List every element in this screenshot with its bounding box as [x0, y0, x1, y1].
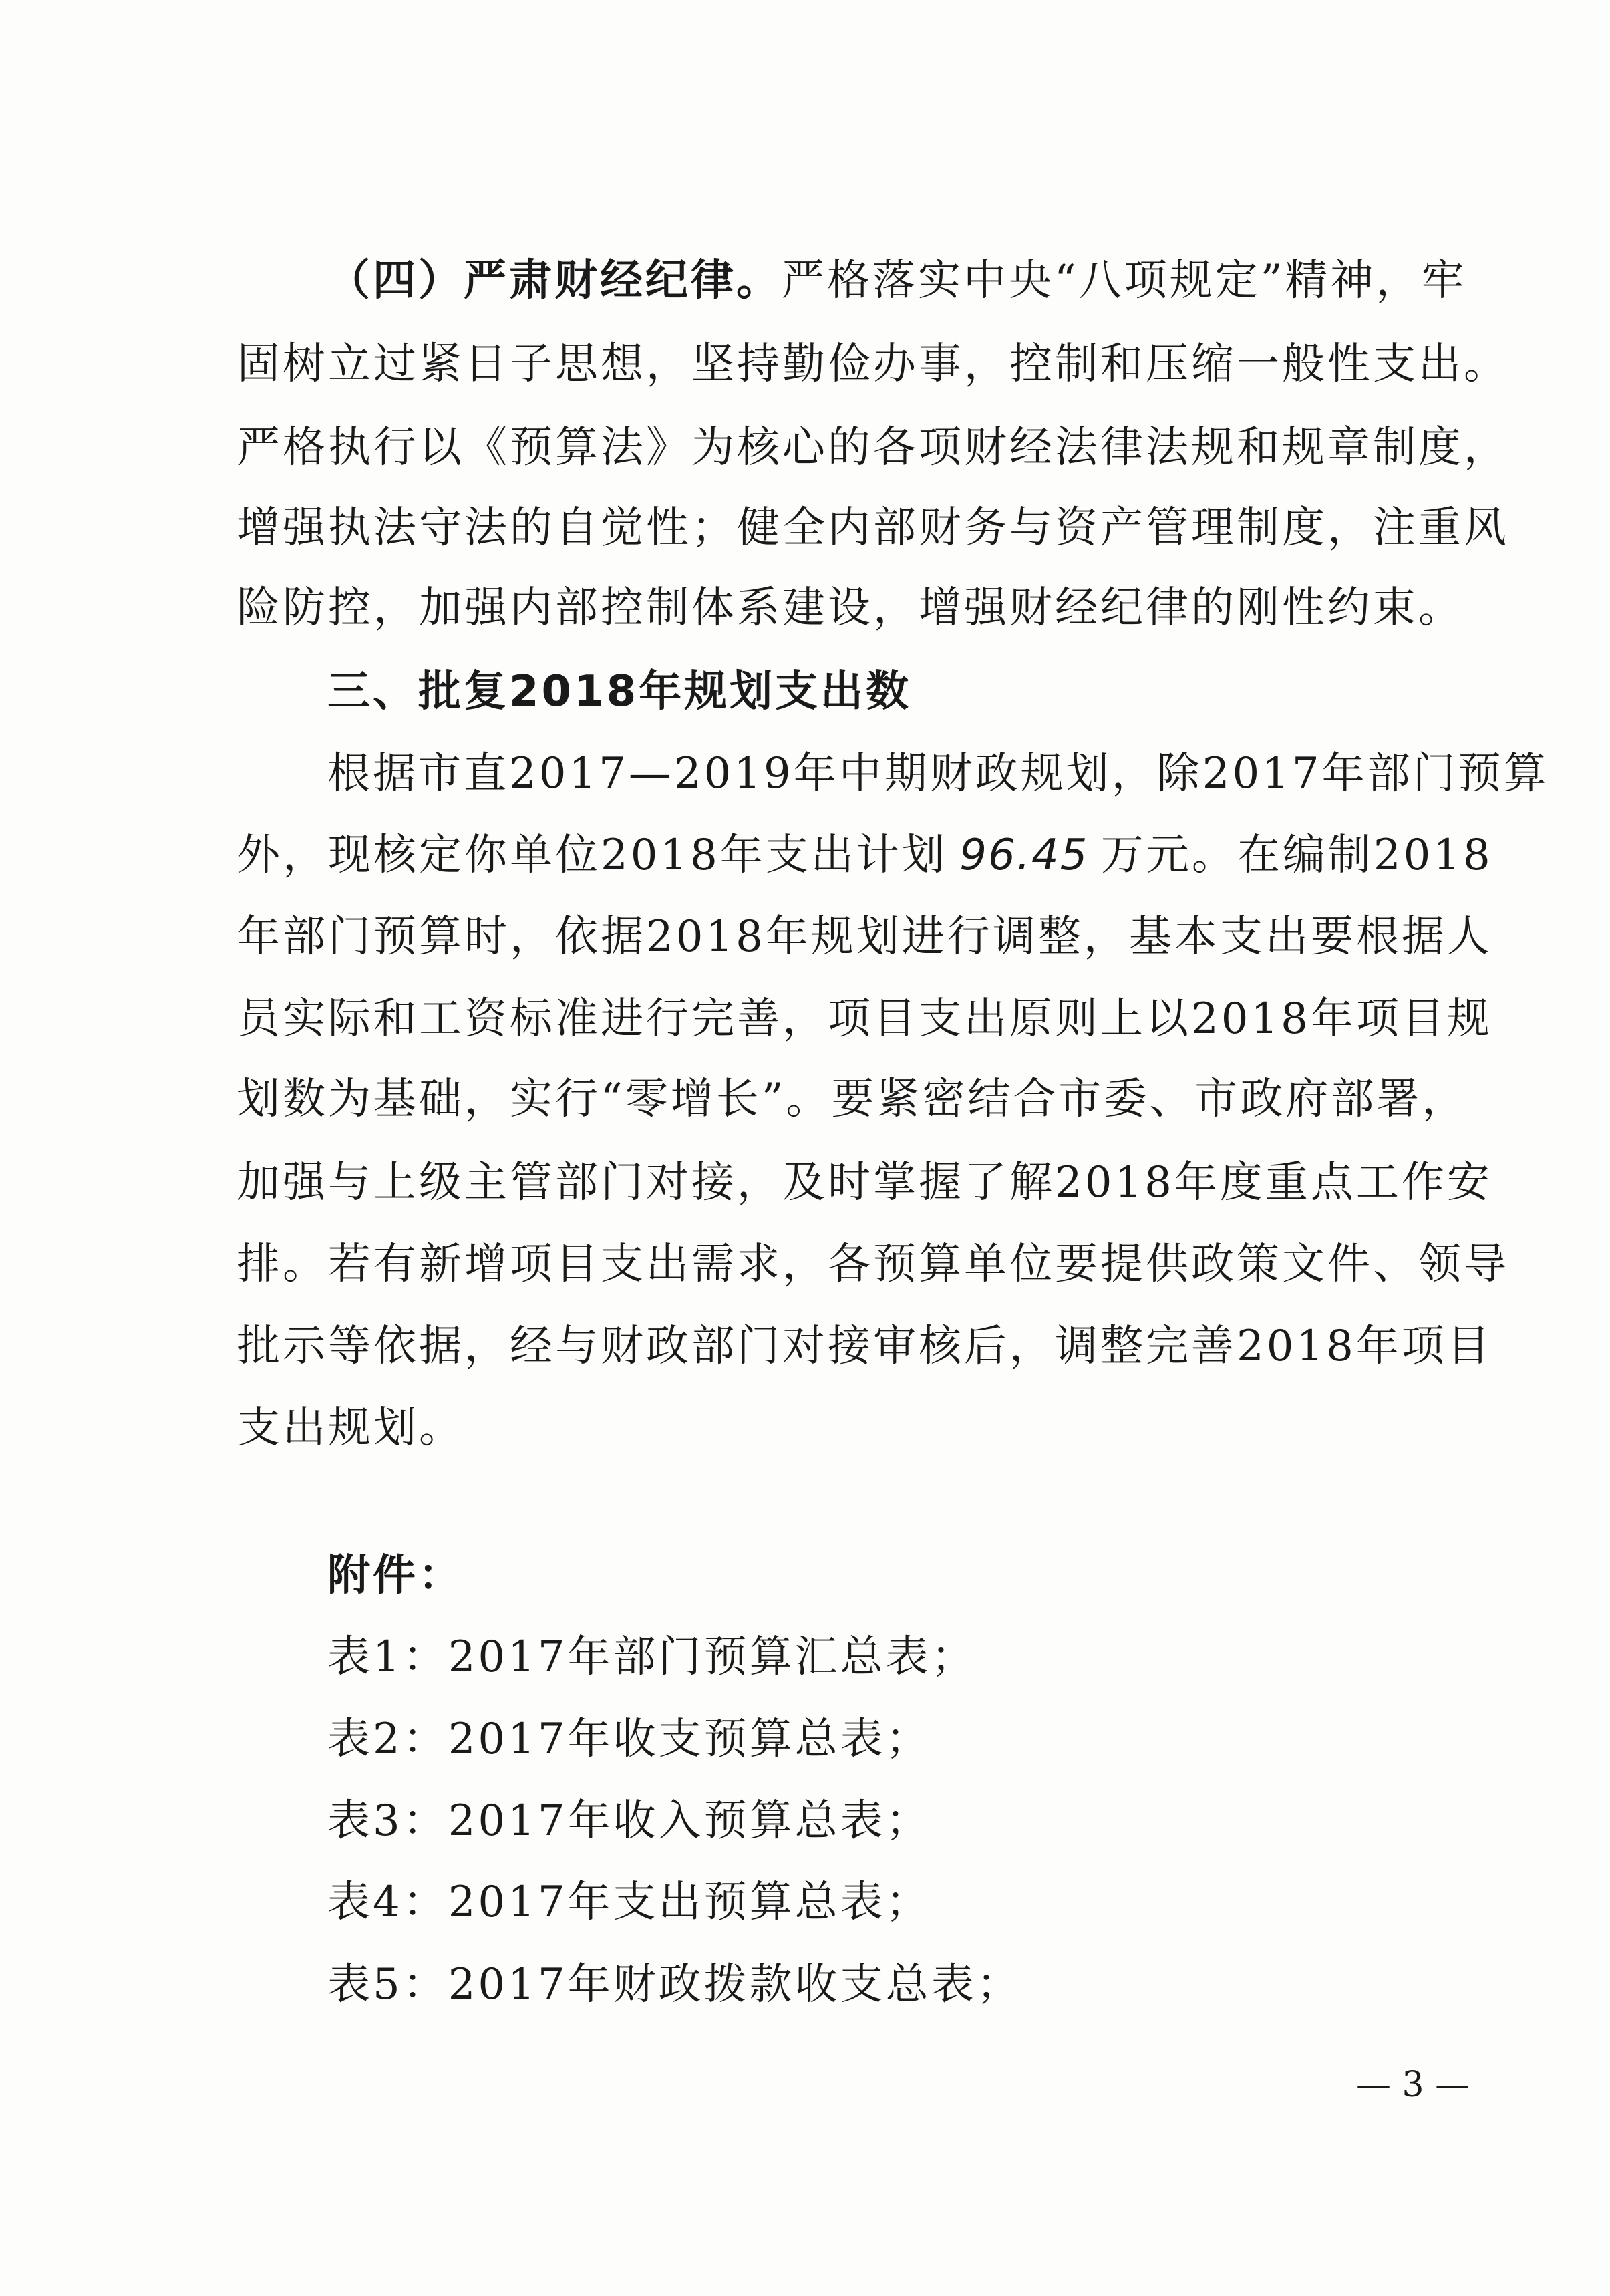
section-three-line-2-after: 万元。在编制2018: [1100, 831, 1493, 880]
section-three-line-4: 员实际和工资标准进行完善，项目支出原则上以2018年项目规: [237, 994, 1492, 1044]
attachments-label: 附件：: [327, 1551, 464, 1600]
section-three-line-9: 支出规划。: [237, 1403, 464, 1453]
section-four-line-5: 险防控，加强内部控制体系建设，增强财经纪律的刚性约束。: [237, 583, 1464, 633]
section-four-line-1-text: 严格落实中央“八项规定”精神，牢: [782, 256, 1467, 305]
section-three-line-5: 划数为基础，实行“零增长”。要紧密结合市委、市政府部署，: [237, 1074, 1468, 1124]
attachment-item: 表1：2017年部门预算汇总表；: [327, 1632, 977, 1682]
section-three-line-7: 排。若有新增项目支出需求，各预算单位要提供政策文件、领导: [237, 1240, 1509, 1289]
handwritten-amount: 96.45: [959, 831, 1089, 880]
section-three-line-6: 加强与上级主管部门对接，及时掌握了解2018年度重点工作安: [237, 1158, 1492, 1207]
section-three-line-2-before: 外，现核定你单位2018年支出计划: [237, 831, 947, 880]
page-number: — 3 —: [1356, 2065, 1470, 2105]
section-four-heading: （四）严肃财经纪律。: [327, 256, 782, 305]
section-three-line-2: [237, 829, 1493, 882]
section-four-line-3: 严格执行以《预算法》为核心的各项财经法律法规和规章制度，: [237, 423, 1509, 472]
attachment-item: 表2：2017年收支预算总表；: [327, 1715, 931, 1764]
section-three-line-1: 根据市直2017—2019年中期财政规划，除2017年部门预算: [327, 749, 1549, 799]
section-three-line-8: 批示等依据，经与财政部门对接审核后，调整完善2018年项目: [237, 1322, 1492, 1371]
section-four-line-1: [327, 254, 1467, 307]
attachment-item: 表4：2017年支出预算总表；: [327, 1878, 931, 1927]
section-three-line-3: 年部门预算时，依据2018年规划进行调整，基本支出要根据人: [237, 912, 1492, 962]
attachment-item: 表3：2017年收入预算总表；: [327, 1796, 931, 1846]
section-four-line-4: 增强执法守法的自觉性；健全内部财务与资产管理制度，注重风: [237, 503, 1509, 553]
attachment-item: 表5：2017年财政拨款收支总表；: [327, 1960, 1022, 2009]
section-three-heading: 三、批复2018年规划支出数: [327, 667, 912, 716]
section-four-line-2: 固树立过紧日子思想，坚持勤俭办事，控制和压缩一般性支出。: [237, 339, 1509, 389]
